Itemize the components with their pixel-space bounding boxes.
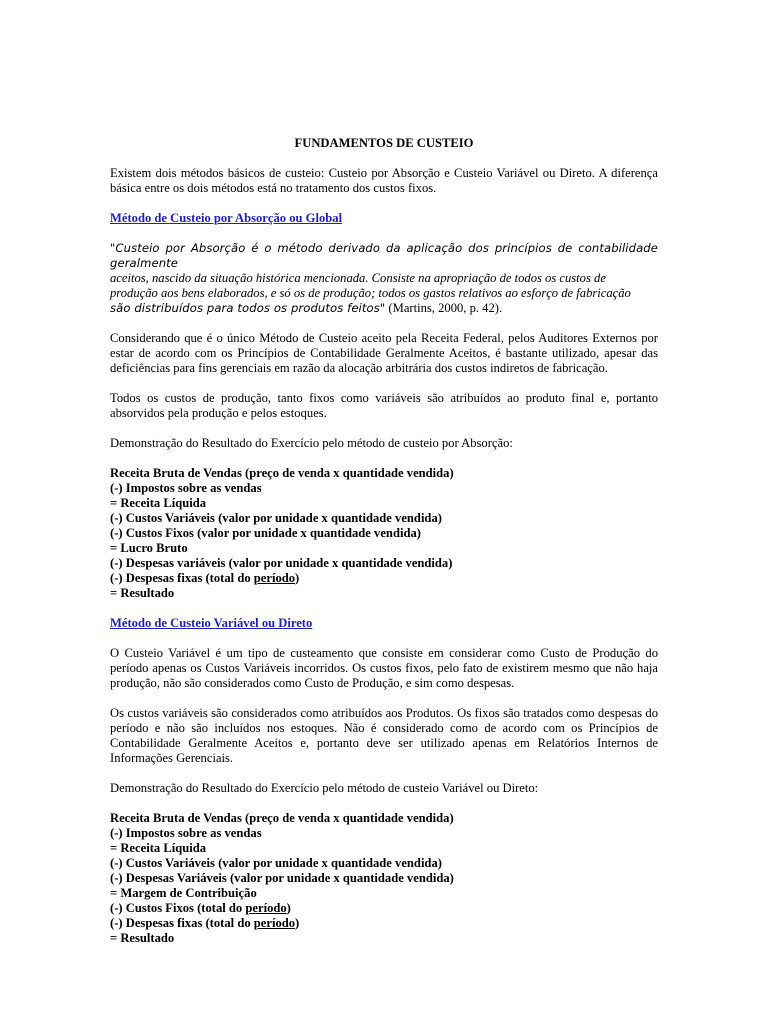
quote-citation: (Martins, 2000, p. 42). xyxy=(385,301,503,315)
dre-line: (-) Impostos sobre as vendas xyxy=(110,481,262,495)
dre-line: (-) Despesas Variáveis (valor por unidade x quantidade vendida) xyxy=(110,871,454,885)
dre-line xyxy=(110,571,658,586)
variable-dre-intro: Demonstração do Resultado do Exercício pelo método de custeio Variável ou Direto: xyxy=(110,781,539,795)
section-heading-absorption[interactable] xyxy=(110,211,658,226)
variable-heading-link[interactable]: Método de Custeio Variável ou Direto xyxy=(110,616,313,630)
dre-line: Receita Bruta de Vendas (preço de venda x quantidade vendida) xyxy=(110,811,454,825)
dre-line-suffix: ) xyxy=(295,916,300,930)
dre-line: = Receita Líquida xyxy=(110,841,207,855)
dre-line xyxy=(110,901,658,916)
absorption-dre-intro: Demonstração do Resultado do Exercício pelo método de custeio por Absorção: xyxy=(110,436,513,450)
absorption-paragraph-2: Todos os custos de produção, tanto fixos como variáveis são atribuídos ao produto final e, portanto absorvidos pela produção e pelos estoques. xyxy=(110,391,658,420)
absorption-dre-statement xyxy=(110,466,658,601)
dre-line: (-) Impostos sobre as vendas xyxy=(110,826,262,840)
dre-line: = Receita Líquida xyxy=(110,496,207,510)
dre-line-suffix: ) xyxy=(286,901,291,915)
dre-line: Receita Bruta de Vendas (preço de venda x quantidade vendida) xyxy=(110,466,454,480)
variable-paragraph-1: O Custeio Variável é um tipo de custeamento que consiste em considerar como Custo de Produção do período apenas os Custos Variáveis incorridos. Os custos fixos, pelo fato de existirem mesmo que não haja produção, não são considerados como Custo de Produção, e sim como despesas. xyxy=(110,646,658,690)
dre-line-prefix: (-) Custos Fixos (total do xyxy=(110,901,246,915)
dre-line xyxy=(110,916,658,931)
quote-line-2: aceitos, nascido da situação histórica mencionada. Consiste na apropriação de todos os custos de xyxy=(110,271,606,285)
dre-line: (-) Custos Variáveis (valor por unidade x quantidade vendida) xyxy=(110,511,442,525)
variable-paragraph-2: Os custos variáveis são considerados como atribuídos aos Produtos. Os fixos são tratados como despesas do período e não são incluídos nos estoques. Não é considerado como de acordo com os Princípios de Contabilidade Geralmente Aceitos e, portanto deve ser utilizado apenas em Relatórios Internos de Informações Gerenciais. xyxy=(110,706,658,765)
dre-line: (-) Custos Variáveis (valor por unidade x quantidade vendida) xyxy=(110,856,442,870)
dre-line: = Resultado xyxy=(110,931,175,945)
dre-underlined-term: período xyxy=(253,571,296,585)
quote-line-1: "Custeio por Absorção é o método derivado da aplicação dos princípios de contabilidade geralmente xyxy=(110,241,658,270)
intro-paragraph: Existem dois métodos básicos de custeio: Custeio por Absorção e Custeio Variável ou Direto. A diferença básica entre os dois métodos está no tratamento dos custos fixos. xyxy=(110,166,658,195)
absorption-paragraph-1: Considerando que é o único Método de Custeio aceito pela Receita Federal, pelos Auditores Externos por estar de acordo com os Princípios de Contabilidade Geralmente Aceitos, é bastante utilizado, apesar das deficiências para fins gerenciais em razão da alocação arbitrária dos custos indiretos de fabricação. xyxy=(110,331,658,375)
dre-line: = Lucro Bruto xyxy=(110,541,188,555)
quote-line-4: são distribuídos para todos os produtos feitos" xyxy=(110,301,386,315)
dre-line: (-) Custos Fixos (valor por unidade x quantidade vendida) xyxy=(110,526,421,540)
dre-line-prefix: (-) Despesas fixas (total do xyxy=(110,571,254,585)
dre-underlined-term: período xyxy=(253,916,296,930)
martins-quote xyxy=(110,241,658,316)
dre-line: (-) Despesas variáveis (valor por unidade x quantidade vendida) xyxy=(110,556,453,570)
quote-line-3: produção aos bens elaborados, e só os de produção; todos os gastos relativos ao esforço de fabricação xyxy=(110,286,631,300)
dre-underlined-term: período xyxy=(245,901,287,915)
section-heading-variable[interactable] xyxy=(110,616,658,631)
page-title: FUNDAMENTOS DE CUSTEIO xyxy=(294,136,474,150)
document-body xyxy=(110,136,658,946)
absorption-heading-link[interactable]: Método de Custeio por Absorção ou Global xyxy=(110,211,343,225)
dre-line: = Margem de Contribuição xyxy=(110,886,257,900)
dre-line-suffix: ) xyxy=(295,571,300,585)
dre-line-prefix: (-) Despesas fixas (total do xyxy=(110,916,254,930)
variable-dre-statement xyxy=(110,811,658,946)
dre-line: = Resultado xyxy=(110,586,175,600)
